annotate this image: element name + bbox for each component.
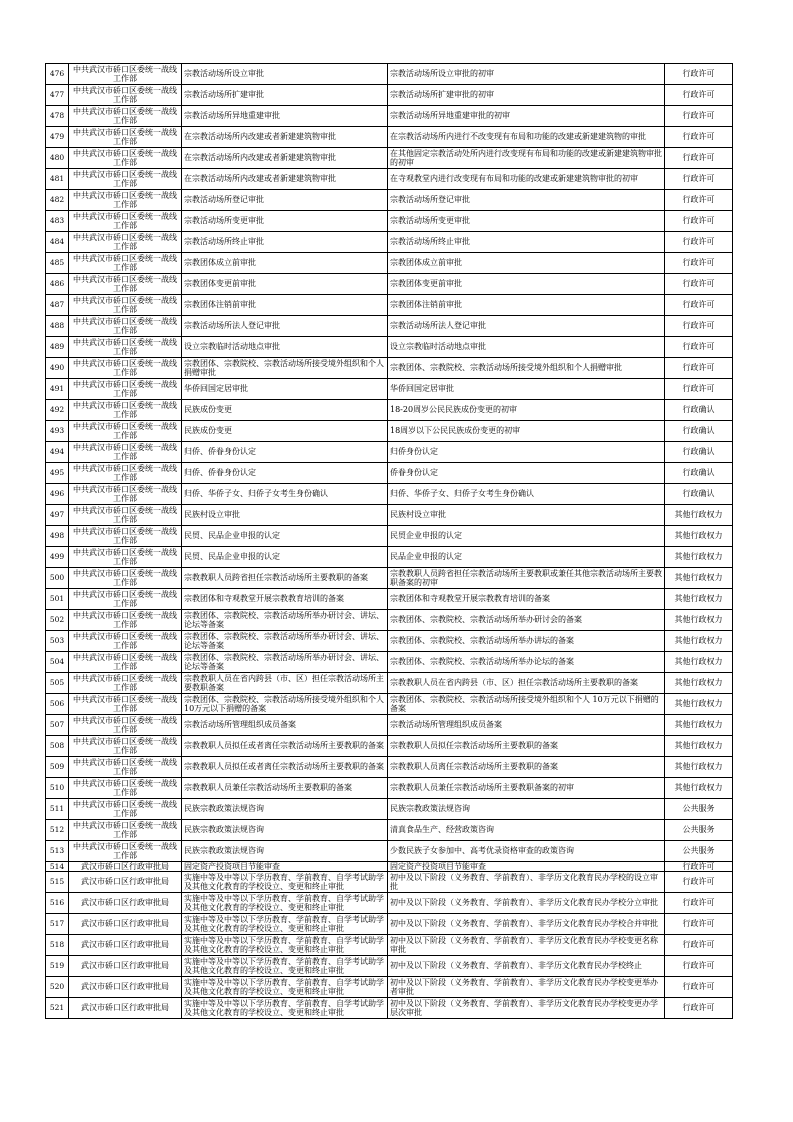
department-cell: 中共武汉市硚口区委统一战线工作部 (69, 211, 182, 232)
sub-item-cell: 宗教活动场所扩建审批的初审 (388, 85, 665, 106)
row-number-cell: 521 (46, 998, 69, 1019)
department-cell: 武汉市硚口区行政审批局 (69, 872, 182, 893)
power-item-cell: 宗教活动场所设立审批 (182, 64, 388, 85)
sub-item-cell: 侨眷身份认定 (388, 463, 665, 484)
power-item-cell: 民族成份变更 (182, 400, 388, 421)
department-cell: 中共武汉市硚口区委统一战线工作部 (69, 358, 182, 379)
category-cell: 行政许可 (665, 872, 733, 893)
category-cell: 行政确认 (665, 484, 733, 505)
row-number-cell: 484 (46, 232, 69, 253)
power-item-cell: 实施中等及中等以下学历教育、学前教育、自学考试助学及其他文化教育的学校设立、变更和终止审批 (182, 998, 388, 1019)
power-item-cell: 归侨、华侨子女、归侨子女考生身份确认 (182, 484, 388, 505)
sub-item-cell: 在寺观教堂内进行改变现有布局和功能的改建或新建建筑物审批的初审 (388, 169, 665, 190)
table-row (46, 379, 733, 400)
row-number-cell: 487 (46, 295, 69, 316)
category-cell: 其他行政权力 (665, 568, 733, 589)
table-row (46, 977, 733, 998)
power-item-cell: 归侨、侨眷身份认定 (182, 463, 388, 484)
sub-item-cell: 在宗教活动场所内进行不改变现有布局和功能的改建或新建建筑物的审批 (388, 127, 665, 148)
category-cell: 行政许可 (665, 85, 733, 106)
category-cell: 行政许可 (665, 106, 733, 127)
table-row (46, 211, 733, 232)
category-cell: 行政确认 (665, 463, 733, 484)
table-row (46, 274, 733, 295)
sub-item-cell: 宗教团体注销前审批 (388, 295, 665, 316)
row-number-cell: 505 (46, 673, 69, 694)
row-number-cell: 488 (46, 316, 69, 337)
table-row (46, 956, 733, 977)
department-cell: 中共武汉市硚口区委统一战线工作部 (69, 400, 182, 421)
sub-item-cell: 18周岁以下公民民族成份变更的初审 (388, 421, 665, 442)
department-cell: 中共武汉市硚口区委统一战线工作部 (69, 316, 182, 337)
department-cell: 中共武汉市硚口区委统一战线工作部 (69, 85, 182, 106)
department-cell: 中共武汉市硚口区委统一战线工作部 (69, 589, 182, 610)
row-number-cell: 512 (46, 820, 69, 841)
sub-item-cell: 民贸企业申报的认定 (388, 526, 665, 547)
department-cell: 中共武汉市硚口区委统一战线工作部 (69, 127, 182, 148)
category-cell: 行政许可 (665, 893, 733, 914)
sub-item-cell: 初中及以下阶段（义务教育、学前教育）、非学历文化教育民办学校变更名称审批 (388, 935, 665, 956)
table-row (46, 232, 733, 253)
category-cell: 行政许可 (665, 190, 733, 211)
row-number-cell: 515 (46, 872, 69, 893)
row-number-cell: 503 (46, 631, 69, 652)
row-number-cell: 498 (46, 526, 69, 547)
table-row (46, 253, 733, 274)
sub-item-cell: 宗教教职人员跨省担任宗教活动场所主要教职或兼任其他宗教活动场所主要教职备案的初审 (388, 568, 665, 589)
category-cell: 行政许可 (665, 127, 733, 148)
department-cell: 中共武汉市硚口区委统一战线工作部 (69, 694, 182, 715)
category-cell: 行政许可 (665, 956, 733, 977)
power-item-cell: 设立宗教临时活动地点审批 (182, 337, 388, 358)
row-number-cell: 480 (46, 148, 69, 169)
row-number-cell: 492 (46, 400, 69, 421)
sub-item-cell: 宗教活动场所登记审批 (388, 190, 665, 211)
department-cell: 中共武汉市硚口区委统一战线工作部 (69, 421, 182, 442)
table-row (46, 799, 733, 820)
department-cell: 中共武汉市硚口区委统一战线工作部 (69, 673, 182, 694)
table-row (46, 652, 733, 673)
power-item-cell: 宗教团体变更前审批 (182, 274, 388, 295)
table-row (46, 694, 733, 715)
table-row (46, 736, 733, 757)
power-item-cell: 宗教教职人员拟任或者离任宗教活动场所主要教职的备案 (182, 757, 388, 778)
power-item-cell: 宗教教职人员跨省担任宗教活动场所主要教职的备案 (182, 568, 388, 589)
row-number-cell: 513 (46, 841, 69, 862)
department-cell: 中共武汉市硚口区委统一战线工作部 (69, 736, 182, 757)
row-number-cell: 486 (46, 274, 69, 295)
power-item-cell: 宗教团体、宗教院校、宗教活动场所接受境外组织和个人捐赠审批 (182, 358, 388, 379)
table-row (46, 295, 733, 316)
row-number-cell: 490 (46, 358, 69, 379)
category-cell: 行政许可 (665, 914, 733, 935)
category-cell: 行政确认 (665, 421, 733, 442)
table-row (46, 106, 733, 127)
power-item-cell: 宗教团体注销前审批 (182, 295, 388, 316)
table-body (46, 64, 733, 1019)
row-number-cell: 477 (46, 85, 69, 106)
sub-item-cell: 归侨、华侨子女、归侨子女考生身份确认 (388, 484, 665, 505)
sub-item-cell: 民品企业申报的认定 (388, 547, 665, 568)
power-item-cell: 宗教团体成立前审批 (182, 253, 388, 274)
sub-item-cell: 18-20周岁公民民族成份变更的初审 (388, 400, 665, 421)
table-row (46, 484, 733, 505)
table-row (46, 400, 733, 421)
category-cell: 行政许可 (665, 148, 733, 169)
table-row (46, 463, 733, 484)
department-cell: 武汉市硚口区行政审批局 (69, 914, 182, 935)
table-row (46, 893, 733, 914)
category-cell: 行政确认 (665, 400, 733, 421)
sub-item-cell: 宗教活动场所异地重建审批的初审 (388, 106, 665, 127)
department-cell: 中共武汉市硚口区委统一战线工作部 (69, 610, 182, 631)
table-row (46, 148, 733, 169)
department-cell: 中共武汉市硚口区委统一战线工作部 (69, 568, 182, 589)
power-item-cell: 宗教团体和寺观教堂开展宗教教育培训的备案 (182, 589, 388, 610)
category-cell: 其他行政权力 (665, 610, 733, 631)
sub-item-cell: 初中及以下阶段（义务教育、学前教育）、非学历文化教育民办学校变更办学层次审批 (388, 998, 665, 1019)
power-item-cell: 在宗教活动场所内改建或者新建建筑物审批 (182, 148, 388, 169)
category-cell: 公共服务 (665, 841, 733, 862)
power-item-cell: 宗教教职人员兼任宗教活动场所主要教职的备案 (182, 778, 388, 799)
sub-item-cell: 宗教团体、宗教院校、宗教活动场所接受境外组织和个人捐赠审批 (388, 358, 665, 379)
power-item-cell: 民族宗教政策法规咨询 (182, 820, 388, 841)
table-row (46, 589, 733, 610)
row-number-cell: 497 (46, 505, 69, 526)
department-cell: 中共武汉市硚口区委统一战线工作部 (69, 337, 182, 358)
row-number-cell: 493 (46, 421, 69, 442)
row-number-cell: 485 (46, 253, 69, 274)
table-row (46, 820, 733, 841)
sub-item-cell: 宗教团体、宗教院校、宗教活动场所举办讲坛的备案 (388, 631, 665, 652)
category-cell: 行政许可 (665, 998, 733, 1019)
row-number-cell: 517 (46, 914, 69, 935)
category-cell: 其他行政权力 (665, 547, 733, 568)
table-row (46, 358, 733, 379)
department-cell: 中共武汉市硚口区委统一战线工作部 (69, 253, 182, 274)
table-row (46, 526, 733, 547)
department-cell: 武汉市硚口区行政审批局 (69, 956, 182, 977)
category-cell: 行政许可 (665, 935, 733, 956)
table-row (46, 610, 733, 631)
power-item-cell: 宗教活动场所法人登记审批 (182, 316, 388, 337)
row-number-cell: 494 (46, 442, 69, 463)
table-row (46, 169, 733, 190)
power-item-cell: 民贸、民品企业申报的认定 (182, 547, 388, 568)
department-cell: 中共武汉市硚口区委统一战线工作部 (69, 379, 182, 400)
department-cell: 中共武汉市硚口区委统一战线工作部 (69, 778, 182, 799)
department-cell: 中共武汉市硚口区委统一战线工作部 (69, 169, 182, 190)
power-item-cell: 实施中等及中等以下学历教育、学前教育、自学考试助学及其他文化教育的学校设立、变更和终止审批 (182, 935, 388, 956)
sub-item-cell: 宗教教职人员离任宗教活动场所主要教职的备案 (388, 757, 665, 778)
category-cell: 其他行政权力 (665, 715, 733, 736)
power-item-cell: 民族宗教政策法规咨询 (182, 841, 388, 862)
power-item-cell: 固定资产投资项目节能审查 (182, 862, 388, 872)
sub-item-cell: 宗教团体、宗教院校、宗教活动场所举办研讨会的备案 (388, 610, 665, 631)
department-cell: 武汉市硚口区行政审批局 (69, 935, 182, 956)
table-row (46, 568, 733, 589)
table-row (46, 631, 733, 652)
category-cell: 其他行政权力 (665, 736, 733, 757)
sub-item-cell: 宗教活动场所变更审批 (388, 211, 665, 232)
department-cell: 中共武汉市硚口区委统一战线工作部 (69, 841, 182, 862)
power-list-table (45, 63, 733, 1019)
row-number-cell: 495 (46, 463, 69, 484)
category-cell: 行政许可 (665, 337, 733, 358)
sub-item-cell: 设立宗教临时活动地点审批 (388, 337, 665, 358)
category-cell: 其他行政权力 (665, 652, 733, 673)
sub-item-cell: 初中及以下阶段（义务教育、学前教育）、非学历文化教育民办学校分立审批 (388, 893, 665, 914)
power-item-cell: 实施中等及中等以下学历教育、学前教育、自学考试助学及其他文化教育的学校设立、变更和终止审批 (182, 893, 388, 914)
row-number-cell: 509 (46, 757, 69, 778)
category-cell: 行政许可 (665, 862, 733, 872)
power-item-cell: 宗教团体、宗教院校、宗教活动场所举办研讨会、讲坛、论坛等备案 (182, 631, 388, 652)
row-number-cell: 476 (46, 64, 69, 85)
table-row (46, 841, 733, 862)
table-row (46, 85, 733, 106)
power-item-cell: 归侨、侨眷身份认定 (182, 442, 388, 463)
category-cell: 行政许可 (665, 358, 733, 379)
row-number-cell: 519 (46, 956, 69, 977)
sub-item-cell: 宗教团体变更前审批 (388, 274, 665, 295)
power-item-cell: 宗教活动场所变更审批 (182, 211, 388, 232)
power-item-cell: 实施中等及中等以下学历教育、学前教育、自学考试助学及其他文化教育的学校设立、变更和终止审批 (182, 956, 388, 977)
sub-item-cell: 少数民族子女参加中、高考优录资格审查的政策咨询 (388, 841, 665, 862)
sub-item-cell: 清真食品生产、经营政策咨询 (388, 820, 665, 841)
category-cell: 行政许可 (665, 169, 733, 190)
department-cell: 武汉市硚口区行政审批局 (69, 893, 182, 914)
sub-item-cell: 固定资产投资项目节能审查 (388, 862, 665, 872)
row-number-cell: 511 (46, 799, 69, 820)
row-number-cell: 489 (46, 337, 69, 358)
department-cell: 中共武汉市硚口区委统一战线工作部 (69, 505, 182, 526)
department-cell: 中共武汉市硚口区委统一战线工作部 (69, 652, 182, 673)
department-cell: 中共武汉市硚口区委统一战线工作部 (69, 274, 182, 295)
table-row (46, 757, 733, 778)
sub-item-cell: 宗教团体、宗教院校、宗教活动场所举办论坛的备案 (388, 652, 665, 673)
power-item-cell: 实施中等及中等以下学历教育、学前教育、自学考试助学及其他文化教育的学校设立、变更和终止审批 (182, 914, 388, 935)
table-row (46, 998, 733, 1019)
power-item-cell: 宗教活动场所终止审批 (182, 232, 388, 253)
category-cell: 行政许可 (665, 274, 733, 295)
department-cell: 中共武汉市硚口区委统一战线工作部 (69, 631, 182, 652)
sub-item-cell: 在其他固定宗教活动处所内进行改变现有布局和功能的改建或新建建筑物审批的初审 (388, 148, 665, 169)
power-item-cell: 在宗教活动场所内改建或者新建建筑物审批 (182, 127, 388, 148)
table-row (46, 316, 733, 337)
row-number-cell: 478 (46, 106, 69, 127)
department-cell: 中共武汉市硚口区委统一战线工作部 (69, 547, 182, 568)
category-cell: 其他行政权力 (665, 757, 733, 778)
category-cell: 行政许可 (665, 64, 733, 85)
power-item-cell: 华侨回国定居审批 (182, 379, 388, 400)
power-item-cell: 民族村设立审批 (182, 505, 388, 526)
category-cell: 其他行政权力 (665, 526, 733, 547)
row-number-cell: 508 (46, 736, 69, 757)
category-cell: 行政许可 (665, 232, 733, 253)
row-number-cell: 483 (46, 211, 69, 232)
row-number-cell: 481 (46, 169, 69, 190)
sub-item-cell: 宗教团体、宗教院校、宗教活动场所接受境外组织和个人 10万元以下捐赠的备案 (388, 694, 665, 715)
row-number-cell: 501 (46, 589, 69, 610)
row-number-cell: 499 (46, 547, 69, 568)
category-cell: 行政许可 (665, 977, 733, 998)
category-cell: 公共服务 (665, 820, 733, 841)
table-row (46, 715, 733, 736)
power-item-cell: 宗教活动场所扩建审批 (182, 85, 388, 106)
category-cell: 公共服务 (665, 799, 733, 820)
sub-item-cell: 宗教教职人员拟任宗教活动场所主要教职的备案 (388, 736, 665, 757)
category-cell: 行政许可 (665, 295, 733, 316)
table-row (46, 64, 733, 85)
table-row (46, 127, 733, 148)
department-cell: 中共武汉市硚口区委统一战线工作部 (69, 799, 182, 820)
category-cell: 其他行政权力 (665, 589, 733, 610)
table-row (46, 190, 733, 211)
power-list-sheet (45, 63, 733, 1019)
power-item-cell: 宗教活动场所异地重建审批 (182, 106, 388, 127)
sub-item-cell: 华侨回国定居审批 (388, 379, 665, 400)
sub-item-cell: 民族宗教政策法规咨询 (388, 799, 665, 820)
table-row (46, 935, 733, 956)
power-item-cell: 民族宗教政策法规咨询 (182, 799, 388, 820)
row-number-cell: 502 (46, 610, 69, 631)
power-item-cell: 宗教团体、宗教院校、宗教活动场所接受境外组织和个人10万元以下捐赠的备案 (182, 694, 388, 715)
table-row (46, 547, 733, 568)
category-cell: 其他行政权力 (665, 673, 733, 694)
department-cell: 中共武汉市硚口区委统一战线工作部 (69, 148, 182, 169)
power-item-cell: 宗教活动场所登记审批 (182, 190, 388, 211)
row-number-cell: 516 (46, 893, 69, 914)
sub-item-cell: 初中及以下阶段（义务教育、学前教育）、非学历文化教育民办学校终止 (388, 956, 665, 977)
department-cell: 中共武汉市硚口区委统一战线工作部 (69, 757, 182, 778)
sub-item-cell: 宗教活动场所终止审批 (388, 232, 665, 253)
sub-item-cell: 归侨身份认定 (388, 442, 665, 463)
department-cell: 中共武汉市硚口区委统一战线工作部 (69, 526, 182, 547)
row-number-cell: 496 (46, 484, 69, 505)
row-number-cell: 507 (46, 715, 69, 736)
sub-item-cell: 宗教教职人员在省内跨县（市、区）担任宗教活动场所主要教职的备案 (388, 673, 665, 694)
table-row (46, 421, 733, 442)
category-cell: 行政许可 (665, 253, 733, 274)
department-cell: 中共武汉市硚口区委统一战线工作部 (69, 820, 182, 841)
row-number-cell: 500 (46, 568, 69, 589)
power-item-cell: 民贸、民品企业申报的认定 (182, 526, 388, 547)
power-item-cell: 宗教团体、宗教院校、宗教活动场所举办研讨会、讲坛、论坛等备案 (182, 652, 388, 673)
department-cell: 中共武汉市硚口区委统一战线工作部 (69, 106, 182, 127)
power-item-cell: 实施中等及中等以下学历教育、学前教育、自学考试助学及其他文化教育的学校设立、变更和终止审批 (182, 977, 388, 998)
category-cell: 其他行政权力 (665, 631, 733, 652)
sub-item-cell: 宗教教职人员兼任宗教活动场所主要教职备案的初审 (388, 778, 665, 799)
department-cell: 武汉市硚口区行政审批局 (69, 977, 182, 998)
row-number-cell: 518 (46, 935, 69, 956)
category-cell: 行政确认 (665, 442, 733, 463)
sub-item-cell: 初中及以下阶段（义务教育、学前教育）、非学历文化教育民办学校的设立审批 (388, 872, 665, 893)
category-cell: 行政许可 (665, 211, 733, 232)
table-row (46, 862, 733, 872)
category-cell: 行政许可 (665, 379, 733, 400)
power-item-cell: 民族成份变更 (182, 421, 388, 442)
table-row (46, 673, 733, 694)
sub-item-cell: 宗教活动场所法人登记审批 (388, 316, 665, 337)
row-number-cell: 504 (46, 652, 69, 673)
power-item-cell: 宗教团体、宗教院校、宗教活动场所举办研讨会、讲坛、论坛等备案 (182, 610, 388, 631)
power-item-cell: 实施中等及中等以下学历教育、学前教育、自学考试助学及其他文化教育的学校设立、变更和终止审批 (182, 872, 388, 893)
table-row (46, 914, 733, 935)
row-number-cell: 482 (46, 190, 69, 211)
power-item-cell: 宗教教职人员在省内跨县（市、区）担任宗教活动场所主要教职备案 (182, 673, 388, 694)
sub-item-cell: 宗教团体和寺观教堂开展宗教教育培训的备案 (388, 589, 665, 610)
row-number-cell: 506 (46, 694, 69, 715)
department-cell: 中共武汉市硚口区委统一战线工作部 (69, 715, 182, 736)
department-cell: 中共武汉市硚口区委统一战线工作部 (69, 442, 182, 463)
row-number-cell: 520 (46, 977, 69, 998)
table-row (46, 778, 733, 799)
sub-item-cell: 宗教活动场所设立审批的初审 (388, 64, 665, 85)
department-cell: 中共武汉市硚口区委统一战线工作部 (69, 232, 182, 253)
department-cell: 武汉市硚口区行政审批局 (69, 862, 182, 872)
sub-item-cell: 宗教团体成立前审批 (388, 253, 665, 274)
department-cell: 中共武汉市硚口区委统一战线工作部 (69, 463, 182, 484)
row-number-cell: 491 (46, 379, 69, 400)
department-cell: 武汉市硚口区行政审批局 (69, 998, 182, 1019)
power-item-cell: 在宗教活动场所内改建或者新建建筑物审批 (182, 169, 388, 190)
sub-item-cell: 初中及以下阶段（义务教育、学前教育）、非学历文化教育民办学校合并审批 (388, 914, 665, 935)
row-number-cell: 510 (46, 778, 69, 799)
row-number-cell: 514 (46, 862, 69, 872)
category-cell: 行政许可 (665, 316, 733, 337)
sub-item-cell: 民族村设立审批 (388, 505, 665, 526)
department-cell: 中共武汉市硚口区委统一战线工作部 (69, 190, 182, 211)
power-item-cell: 宗教教职人员拟任或者离任宗教活动场所主要教职的备案 (182, 736, 388, 757)
row-number-cell: 479 (46, 127, 69, 148)
department-cell: 中共武汉市硚口区委统一战线工作部 (69, 484, 182, 505)
sub-item-cell: 初中及以下阶段（义务教育、学前教育）、非学历文化教育民办学校变更举办者审批 (388, 977, 665, 998)
department-cell: 中共武汉市硚口区委统一战线工作部 (69, 295, 182, 316)
power-item-cell: 宗教活动场所管理组织成员备案 (182, 715, 388, 736)
table-row (46, 505, 733, 526)
table-row (46, 872, 733, 893)
sub-item-cell: 宗教活动场所管理组织成员备案 (388, 715, 665, 736)
category-cell: 其他行政权力 (665, 778, 733, 799)
category-cell: 其他行政权力 (665, 694, 733, 715)
table-row (46, 337, 733, 358)
table-row (46, 442, 733, 463)
category-cell: 其他行政权力 (665, 505, 733, 526)
department-cell: 中共武汉市硚口区委统一战线工作部 (69, 64, 182, 85)
